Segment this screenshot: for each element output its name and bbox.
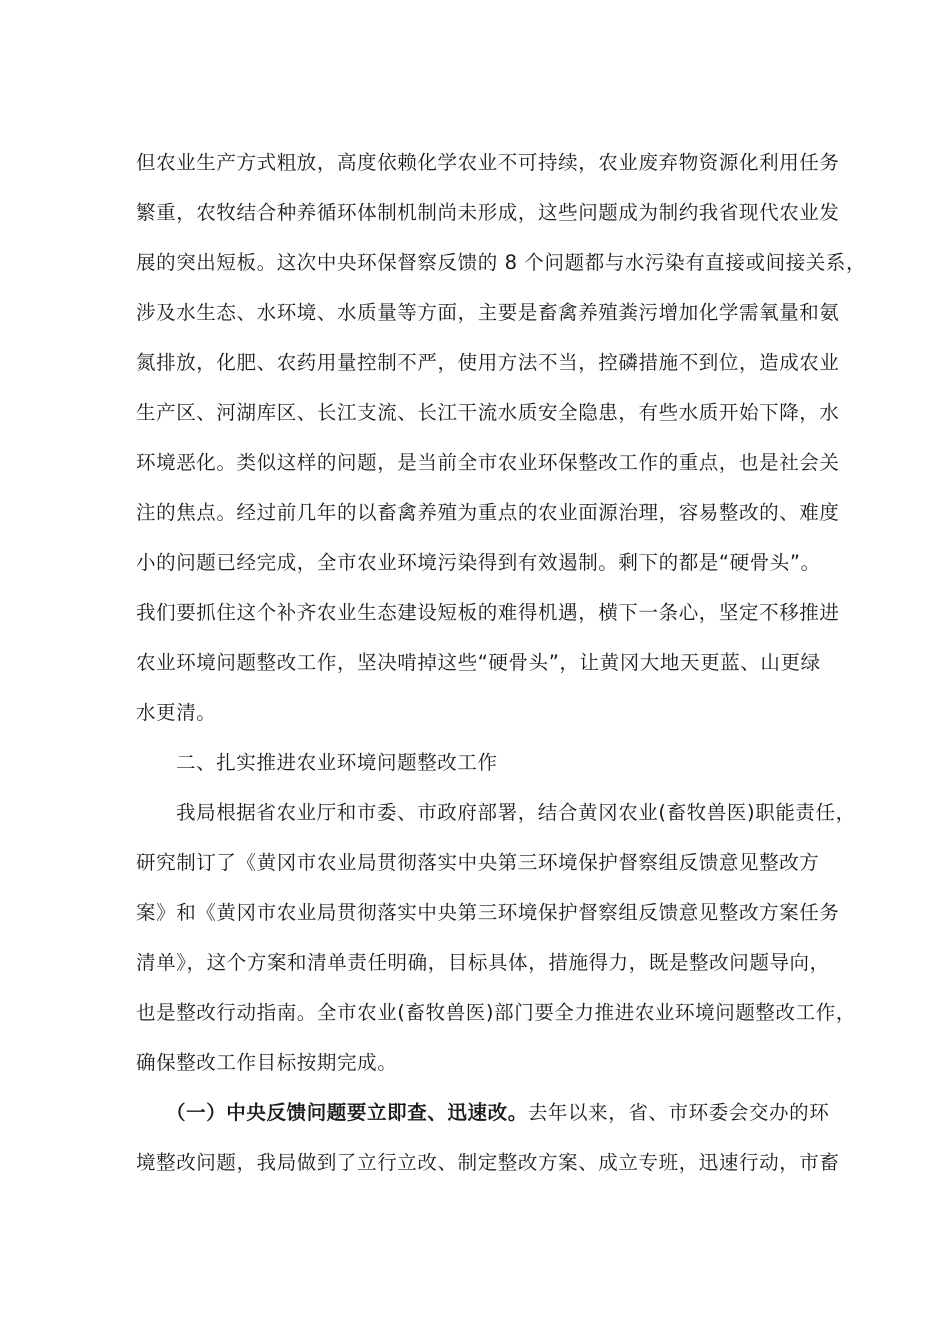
paragraph-line: 繁重，农牧结合种养循环体制机制尚未形成，这些问题成为制约我省现代农业发 [136,201,840,224]
paragraph-line: 我们要抓住这个补齐农业生态建设短板的难得机遇，横下一条心，坚定不移推进 [136,601,840,624]
paragraph-line: 境整改问题，我局做到了立行立改、制定整改方案、成立专班，迅速行动，市畜 [136,1151,840,1174]
paragraph-line: 清单》，这个方案和清单责任明确，目标具体，措施得力，既是整改问题导向， [136,951,830,974]
paragraph-text: 去年以来，省、市环委会交办的环 [527,1101,830,1124]
paragraph-line: 水更清。 [136,701,217,724]
paragraph-line: 小的问题已经完成，全市农业环境污染得到有效遏制。剩下的都是“硬骨头”。 [136,551,821,574]
paragraph-line: 注的焦点。经过前几年的以畜禽养殖为重点的农业面源治理，容易整改的、难度 [136,501,840,524]
paragraph-line [166,1098,829,1128]
paragraph-line: 农业环境问题整改工作，坚决啃掉这些“硬骨头”，让黄冈大地天更蓝、山更绿 [136,651,821,674]
paragraph-line: 但农业生产方式粗放，高度依赖化学农业不可持续，农业废弃物资源化利用任务 [136,151,840,174]
paragraph-line: 涉及水生态、水环境、水质量等方面，主要是畜禽养殖粪污增加化学需氧量和氨 [136,301,840,324]
section-heading: 二、扎实推进农业环境问题整改工作 [176,751,498,774]
paragraph-line: 确保整改工作目标按期完成。 [136,1051,398,1074]
paragraph-line: 我局根据省农业厅和市委、市政府部署，结合黄冈农业(畜牧兽医)职能责任， [176,801,856,824]
paragraph-line: 氮排放，化肥、农药用量控制不严，使用方法不当，控磷措施不到位，造成农业 [136,351,840,374]
paragraph-line: 也是整改行动指南。全市农业(畜牧兽医)部门要全力推进农业环境问题整改工作， [136,1001,856,1024]
paragraph-line: 展的突出短板。这次中央环保督察反馈的 8 个问题都与水污染有直接或间接关系， [136,251,867,274]
paragraph-line: 研究制订了《黄冈市农业局贯彻落实中央第三环境保护督察组反馈意见整改方 [136,851,820,874]
paragraph-line: 案》和《黄冈市农业局贯彻落实中央第三环境保护督察组反馈意见整改方案任务 [136,901,840,924]
subsection-heading: （一）中央反馈问题要立即查、迅速改。 [166,1101,528,1124]
paragraph-line: 生产区、河湖库区、长江支流、长江干流水质安全隐患，有些水质开始下降，水 [136,401,840,424]
paragraph-line: 环境恶化。类似这样的问题，是当前全市农业环保整改工作的重点，也是社会关 [136,451,840,474]
